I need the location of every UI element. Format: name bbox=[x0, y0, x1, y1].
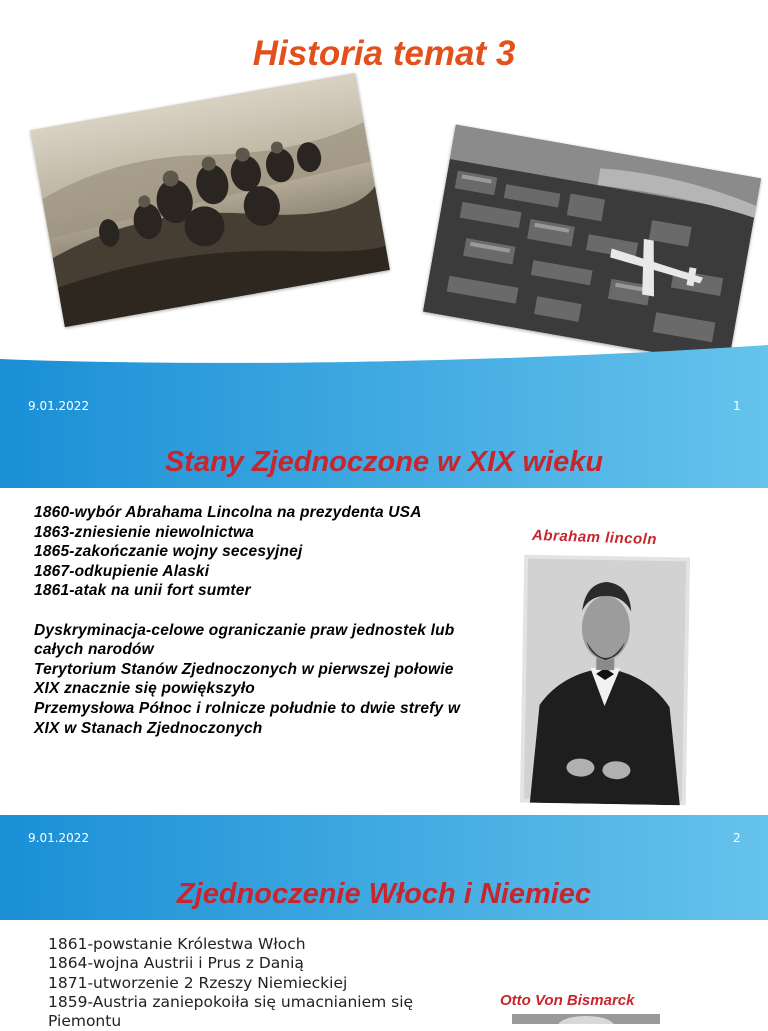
slide-2-heading: Stany Zjednoczone w XIX wieku bbox=[164, 446, 604, 478]
slide-3-heading: Zjednoczenie Włoch i Niemiec bbox=[176, 878, 592, 910]
slide-title: Historia temat 3 bbox=[252, 34, 516, 73]
slide-2-date: 9.01.2022 bbox=[28, 831, 90, 845]
lincoln-portrait bbox=[520, 555, 690, 806]
list-item: 1859-Austria zaniepokoiła się umacnianiem się bbox=[48, 992, 414, 1011]
slide-3-text bbox=[48, 935, 413, 1031]
slide-2-text bbox=[34, 503, 460, 738]
list-item: 1865-zakończanie wojny secesyjnej bbox=[34, 543, 303, 561]
bismarck-portrait bbox=[512, 1014, 660, 1024]
soldiers-photo bbox=[30, 73, 390, 327]
list-item: XIX znacznie się powiększyło bbox=[34, 680, 255, 698]
list-item: 1861-atak na unii fort sumter bbox=[34, 582, 251, 600]
list-item: Dyskryminacja-celowe ograniczanie praw jednostek lub bbox=[34, 621, 455, 639]
bismarck-caption: Otto Von Bismarck bbox=[500, 992, 635, 1009]
list-item: 1871-utworzenie 2 Rzeszy Niemieckiej bbox=[48, 973, 348, 992]
list-item: 1867-odkupienie Alaski bbox=[34, 562, 210, 580]
spacer bbox=[34, 601, 460, 621]
aerial-city-photo bbox=[423, 125, 761, 366]
lincoln-caption: Abraham lincoln bbox=[531, 526, 658, 549]
list-item: Piemontu bbox=[48, 1012, 122, 1031]
list-item: 1864-wojna Austrii i Prus z Danią bbox=[48, 954, 304, 973]
slide-1-date: 9.01.2022 bbox=[28, 399, 90, 413]
list-item: 1860-wybór Abrahama Lincolna na prezydenta USA bbox=[34, 504, 422, 521]
list-item: 1861-powstanie Królestwa Włoch bbox=[48, 935, 306, 953]
slide-2-page-number: 2 bbox=[733, 831, 741, 845]
list-item: XIX w Stanach Zjednoczonych bbox=[34, 719, 263, 737]
list-item: całych narodów bbox=[34, 641, 154, 659]
list-item: Terytorium Stanów Zjednoczonych w pierwszej połowie bbox=[34, 660, 454, 678]
list-item: 1863-zniesienie niewolnictwa bbox=[34, 523, 255, 541]
list-item: Przemysłowa Północ i rolnicze południe to dwie strefy w bbox=[34, 699, 461, 717]
slide-1-page-number: 1 bbox=[733, 399, 741, 413]
